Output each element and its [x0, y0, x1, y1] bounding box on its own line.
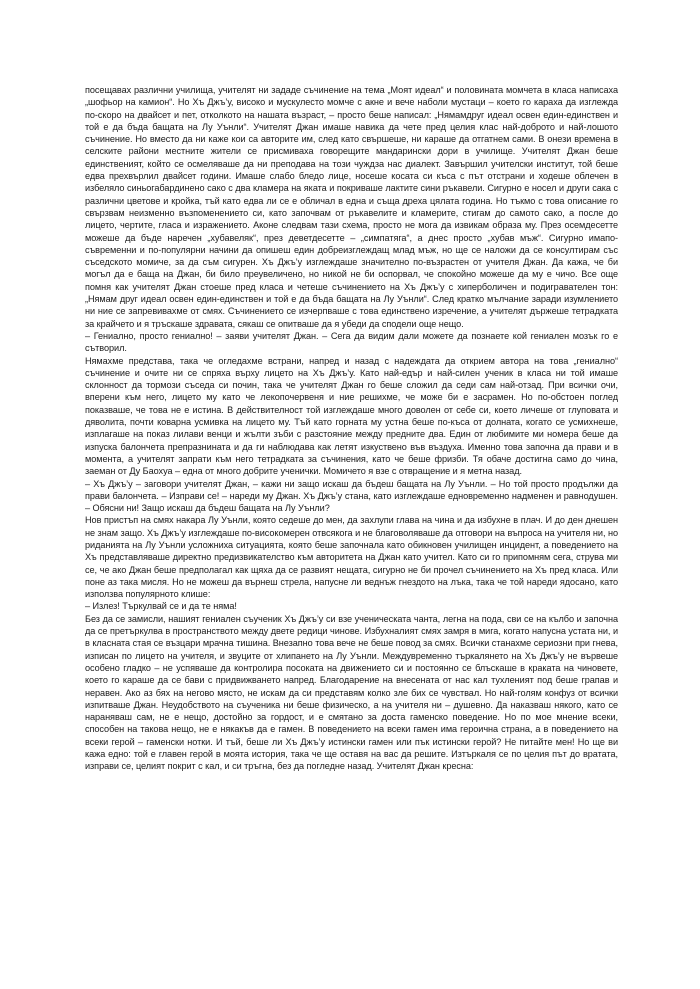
body-text — [85, 84, 618, 773]
paragraph: Без да се замисли, нашият гениален съученик Хъ Джъ’у си взе ученическата чанта, легна на пода, сви се на кълбо и започна да се претъркулва в пространството между двете редици чинове. Избухналият смях замря в мига, когато напусна устата ни, и в класната стая се възцари мрачна тишина. Внезапно това вече не беше повод за смях. Всички станахме сериозни при гнева, изписан по лицето на учителя, и звуците от хлипането на Лу Уънли. Междувременно търкалянето на Хъ Джъ’у не вървеше особено гладко – не успяваше да контролира посоката на движението си и постоянно се блъскаше в краката на чиновете, което го караше да се бави с придвижването напред. Благодарение на внесената от нас кал тухленият под беше грапав и неравен. Ако аз бях на негово място, не искам да си представям колко зле бих се чувствал. Но най-голям конфуз от всички изпитваше Джан. Неудобството на съученика ни беше физическо, а на учителя ни – душевно. Да наказваш някого, като се нараняваш сам, не е нещо, достойно за гордост, и е смятано за доста гаменско поведение. Но по мое мнение всеки, способен на такова нещо, не е някакъв да е гамен. В поведението на всеки гамен има героична страна, а в поведението на всеки герой – гаменски нотки. И тъй, беше ли Хъ Джъ’у истински гамен или пък истински герой? Не питайте мен! Но ще ви кажа едно: той е главен герой в моята история, така че ще оставя на вас да решите. Изтъркаля се по целия път до вратата, изправи се, целият покрит с кал, и си тръгна, без да погледне назад. Учителят Джан кресна: — [85, 613, 618, 772]
paragraph: Нов пристъп на смях накара Лу Уънли, която седеше до мен, да захлупи глава на чина и да избухне в плач. И до ден днешен не знам защо. Хъ Джъ’у изглеждаше по-високомерен отвсякога и не благоволяваше да отговори на въпроса на учителя ни, но риданията на Лу Уънли усложниха ситуацията, която беше започнала като обикновен училищен инцидент, а поведението на Хъ представляваше директно предизвикателство към авторитета на Джан като учител. Като си го припомням сега, струва ми се, че ако Джан беше предполагал как щяха да се развият нещата, сигурно не би прочел съчинението на Хъ пред класа. Или поне аз така мисля. Но не можеш да върнеш стрела, напусне ли веднъж гнездото на лъка, така че той нареди ядосано, като използва популярното клише: — [85, 515, 618, 600]
paragraph: посещавах различни училища, учителят ни зададе съчинение на тема „Моят идеал“ и половината момчета в класа написаха „шофьор на камион“. Но Хъ Джъ’у, високо и мускулесто момче с акне и вече наболи мустаци – което го караха да изглежда по-скоро на двайсет и пет, отколкото на нашата възраст, – просто беше написал: „Нямамдруг идеал освен един-единствен и той е да бъда бащата на Лу Уънли“. Учителят Джан имаше навика да чете пред целия клас най-доброто и най-лошото съчинение. Но вместо да ни каже кои са авторите им, след като свършеше, ни караше да отгатнем сами. В онези времена в селските райони местните жители се присмиваха говорещите мандарински дори в училище. Учителят Джан беше единственият, който се осмеляваше да ни преподава на този чуждза нас диалект. Завършил учителски институт, той беше едва прехвърлил двайсет години. Имаше слабо бледо лице, носеше косата си къса с път отстрани и ходеше облечен в избеляло синьогабардинено сако с два кламера на яката и покриваше лактите сини ръкавели. Сигурно е носел и други сака с различни цветове и кройка, тъй като едва ли се е обличал в една и съща дреха цялата година. Но тъкмо с това описание го свързвам неизменно възпоменението си, като започвам от ръкавелите и кламерите, стигам до самото сако, а после до лицето, чертите, гласа и изражението. Аконе следвам тази схема, просто не мога да извикам образа му. През осемдесетте можеше да бъде наречен „хубавеляк“, през деветдесетте – „симпатяга“, а днес просто „хубав мъж“. Сигурно имапо-съвременни и по-популярни начини да опишеш един добреизглеждащ млад мъж, но ще се наложи да се консултирам със съседското момиче, за да съм сигурен. Хъ Джъ’у изглеждаше значително по-възрастен от учителя Джан. Да кажа, че би могъл да е баща на Джан, би било преувеличено, но никой не би оспорвал, че спокойно можеше да му е чичо. Все още помня как учителят Джан стоеше пред класа и четеше съчинението на Хъ Джъ’у с хиперболичен и подигравателен тон: „Нямам друг идеал освен един-единствен и той е да бъда бащата на Лу Уънли“. След кратко мълчание заради изумлението ни ние се запревивахме от смях. Съчинението се изчерпваше с това единствено изречение, а учителят държеше тетрадката за крайчето и я тръскаше здравата, сякаш се опитваше да я убеди да сподели още нещо. — [85, 85, 618, 329]
paragraph: Нямахме представа, така че огледахме встрани, напред и назад с надеждата да открием автора на това „гениално“ съчинение и очите ни се спряха върху лицето на Хъ Джъ’у. Като най-едър и най-силен ученик в класа ни той имаше склонност да тормози съседа си почин, така че учителят Джан го беше сложил да седи сам най-отзад. При всички очи, вперени към него, лицето му като че лекопочервеня и ние решихме, че може би е засрамен. Но по-обстоен поглед показваше, че това не е истина. В действителност той изглеждаше много доволен от себе си, което личеше от глуповата и дяволита, почти коварна усмивка на лицето му. Тъй като горната му устна беше по-къса от долната, когато се усмихнеше, изплагаше на показ лилави венци и жълти зъби с разстояние между предните два. Един от любимите ми номера беше да изпуска балончета препразнината и да ги наблюдава как летят изкуствено във въздуха. Именно това започна да прави и в момента, а учителят запрати към него тетрадката за съчинения, като че беше фризби. Тя обаче достигна само до чина, заеман от Ду Баохуа – една от много добрите ученички. Момичето я взе с отвращение и я метна назад. — [85, 355, 618, 477]
paragraph: – Гениално, просто гениално! – заяви учителят Джан. – Сега да видим дали можете да познаете кой гениален мозък го е сътворил. — [85, 330, 618, 354]
paragraph: – Излез! Търкулвай се и да те няма! — [85, 601, 237, 612]
paragraph: – Хъ Джъ’у – заговори учителят Джан, – кажи ни защо искаш да бъдеш бащата на Лу Уънли. – Но той просто продължи да прави балончета. – Изправи се! – нареди му Джан. Хъ Джъ’у стана, като изглеждаше едновременно надменен и равнодушен. – Обясни ни! Защо искаш да бъдеш бащата на Лу Уънли? — [85, 478, 618, 514]
